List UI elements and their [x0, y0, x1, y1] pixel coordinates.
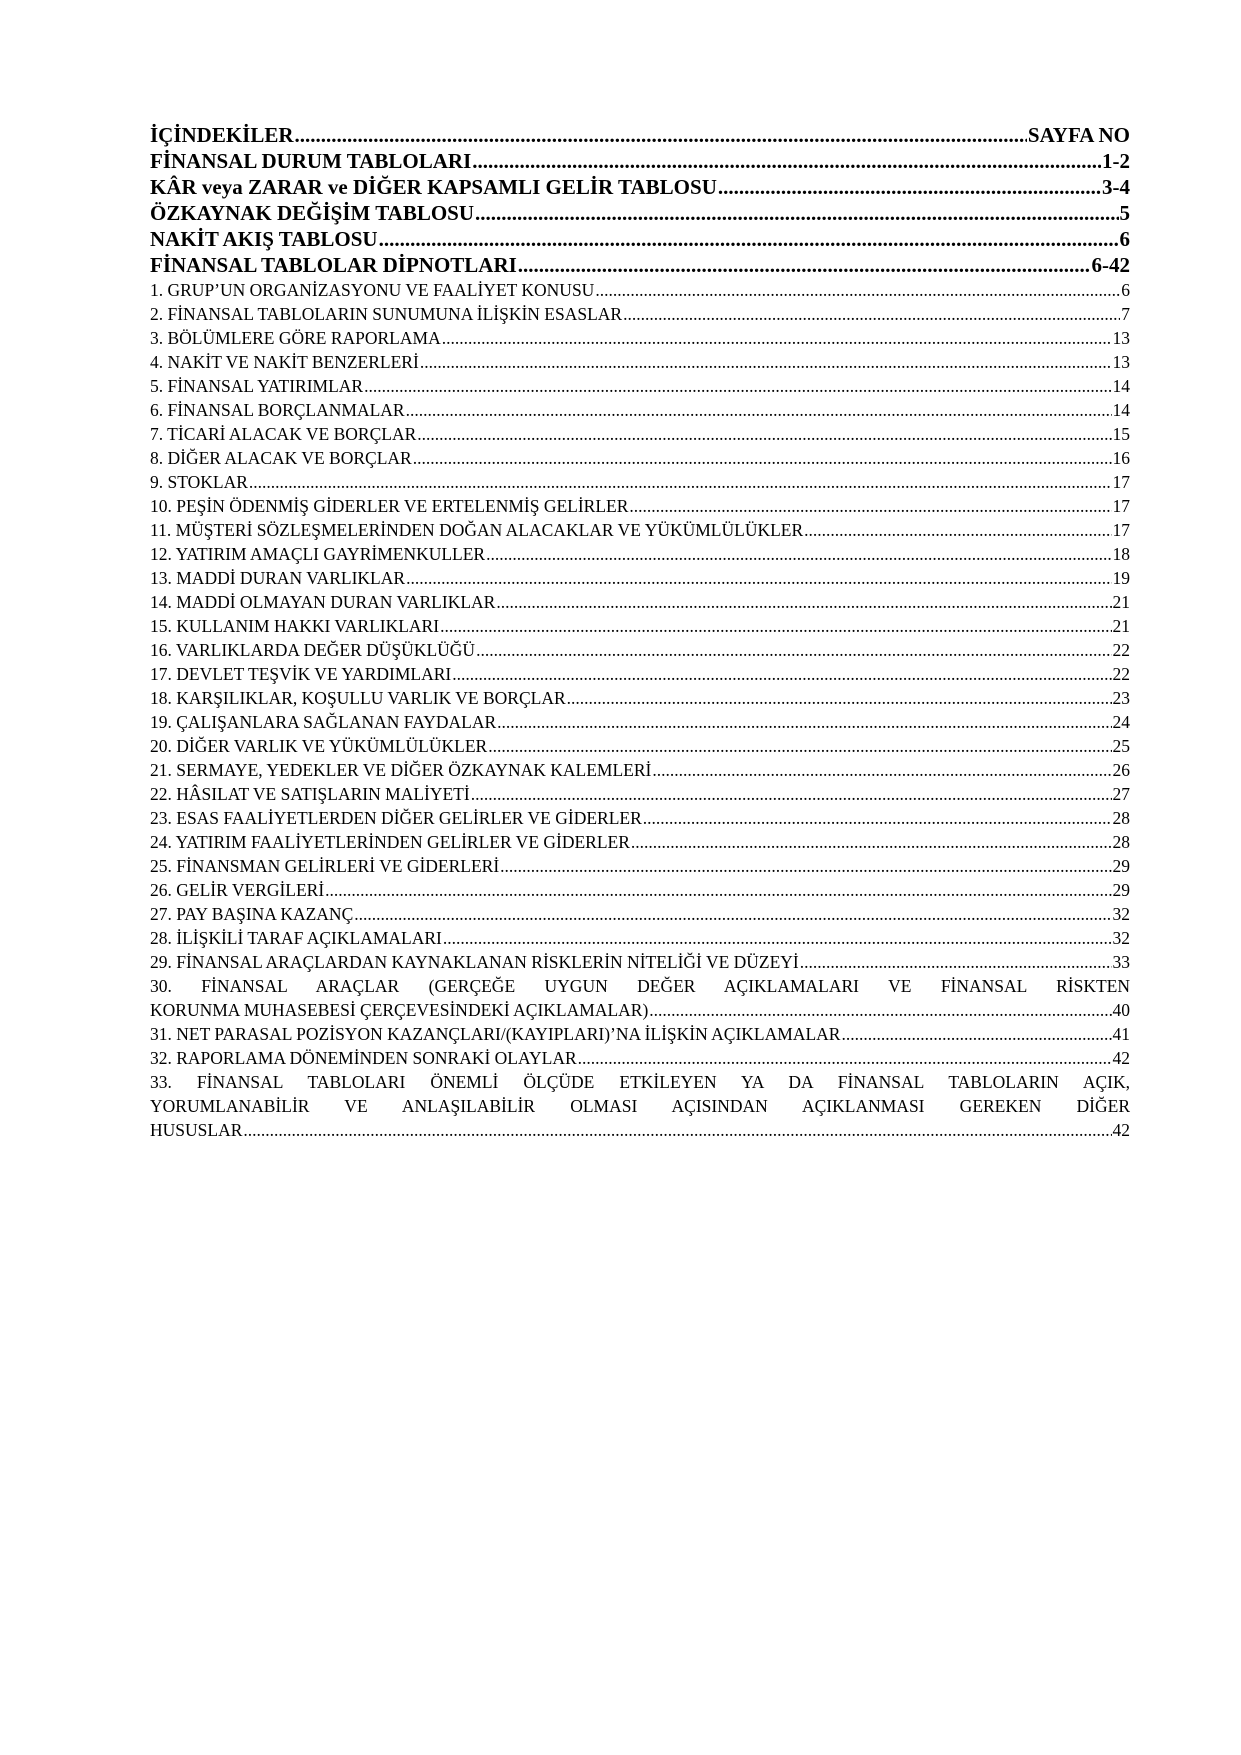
dot-leader [364, 374, 1111, 398]
toc-item-page: 27 [1112, 784, 1130, 804]
toc-heading-page: 5 [1119, 201, 1130, 225]
dot-leader [420, 350, 1112, 374]
toc-item-label: YORUMLANABİLİR VE ANLAŞILABİLİR OLMASI AÇISINDAN AÇIKLANMASI GEREKEN DİĞER [150, 1096, 1130, 1116]
toc-heading-equity-changes [150, 200, 1130, 226]
toc-item-30 [150, 974, 1130, 1022]
toc-item [150, 902, 1130, 926]
dot-leader [649, 998, 1111, 1022]
toc-item-label: 22. HÂSILAT VE SATIŞLARIN MALİYETİ [150, 784, 470, 804]
toc-item-page: 32 [1112, 928, 1130, 948]
toc-item-page: 19 [1112, 568, 1130, 588]
toc-item-page: 15 [1112, 424, 1130, 444]
toc-item-page: 6 [1121, 280, 1130, 300]
toc-heading-footnotes [150, 252, 1130, 278]
dot-leader [497, 710, 1111, 734]
toc-item-page: 23 [1112, 688, 1130, 708]
toc-item-label: 31. NET PARASAL POZİSYON KAZANÇLARI/(KAYIPLARI)’NA İLİŞKİN AÇIKLAMALAR [150, 1024, 841, 1044]
toc-item-label: 1. GRUP’UN ORGANİZASYONU VE FAALİYET KONUSU [150, 280, 595, 300]
dot-leader [500, 854, 1111, 878]
toc-heading-page: 6 [1119, 227, 1130, 251]
toc-item-page: 21 [1112, 616, 1130, 636]
toc-item [150, 374, 1130, 398]
toc-item [150, 782, 1130, 806]
dot-leader [595, 278, 1120, 302]
toc-item [150, 302, 1130, 326]
dot-leader [518, 252, 1091, 278]
dot-leader [413, 446, 1112, 470]
toc-item-label: 21. SERMAYE, YEDEKLER VE DİĞER ÖZKAYNAK KALEMLERİ [150, 760, 652, 780]
toc-item-page: 14 [1112, 400, 1130, 420]
toc-item [150, 590, 1130, 614]
dot-leader [718, 174, 1101, 200]
toc-item-page: 22 [1112, 640, 1130, 660]
toc-heading-page: 1-2 [1102, 149, 1130, 173]
toc-item-label: 14. MADDİ OLMAYAN DURAN VARLIKLAR [150, 592, 496, 612]
dot-leader [249, 470, 1112, 494]
toc-item [150, 758, 1130, 782]
toc-item [150, 446, 1130, 470]
toc-heading-page: 6-42 [1091, 253, 1130, 277]
dot-leader [442, 326, 1112, 350]
toc-item [150, 926, 1130, 950]
toc-item-label: 8. DİĞER ALACAK VE BORÇLAR [150, 448, 412, 468]
dot-leader [841, 1022, 1111, 1046]
toc-item-label: 11. MÜŞTERİ SÖZLEŞMELERİNDEN DOĞAN ALACAKLAR VE YÜKÜMLÜLÜKLER [150, 520, 804, 540]
toc-item-label: 9. STOKLAR [150, 472, 248, 492]
toc-item-label: 20. DİĞER VARLIK VE YÜKÜMLÜLÜKLER [150, 736, 488, 756]
toc-item-page: 17 [1112, 520, 1130, 540]
toc-item-page: 17 [1112, 496, 1130, 516]
toc-heading-page: 3-4 [1102, 175, 1130, 199]
toc-item-page: 42 [1112, 1120, 1130, 1140]
dot-leader [243, 1118, 1111, 1142]
dot-leader [452, 662, 1111, 686]
toc-item [150, 614, 1130, 638]
toc-item-label: 12. YATIRIM AMAÇLI GAYRİMENKULLER [150, 544, 486, 564]
dot-leader [496, 590, 1111, 614]
dot-leader [800, 950, 1112, 974]
toc-item-page: 24 [1112, 712, 1130, 732]
toc-item-label: 26. GELİR VERGİLERİ [150, 880, 325, 900]
toc-item-label: 29. FİNANSAL ARAÇLARDAN KAYNAKLANAN RİSKLERİN NİTELİĞİ VE DÜZEYİ [150, 952, 799, 972]
toc-item [150, 518, 1130, 542]
toc-item-label: 19. ÇALIŞANLARA SAĞLANAN FAYDALAR [150, 712, 497, 732]
dot-leader [471, 782, 1112, 806]
dot-leader [295, 122, 1027, 148]
toc-item [150, 710, 1130, 734]
table-of-contents [150, 122, 1130, 1142]
dot-leader [406, 566, 1111, 590]
toc-item-label: 2. FİNANSAL TABLOLARIN SUNUMUNA İLİŞKİN ESASLAR [150, 304, 623, 324]
toc-item [150, 734, 1130, 758]
toc-item-label: 33. FİNANSAL TABLOLARI ÖNEMLİ ÖLÇÜDE ETKİLEYEN YA DA FİNANSAL TABLOLARIN AÇIK, [150, 1072, 1130, 1092]
toc-item-label: 27. PAY BAŞINA KAZANÇ [150, 904, 354, 924]
toc-item-label: 24. YATIRIM FAALİYETLERİNDEN GELİRLER VE GİDERLER [150, 832, 630, 852]
toc-item [150, 326, 1130, 350]
toc-item-page: 22 [1112, 664, 1130, 684]
dot-leader [631, 830, 1112, 854]
dot-leader [379, 226, 1119, 252]
toc-heading-financial-position [150, 148, 1130, 174]
dot-leader [472, 148, 1101, 174]
toc-item-label: 28. İLİŞKİLİ TARAF AÇIKLAMALARI [150, 928, 442, 948]
dot-leader [476, 638, 1111, 662]
toc-item [150, 278, 1130, 302]
toc-item-page: 16 [1112, 448, 1130, 468]
toc-item-label: 18. KARŞILIKLAR, KOŞULLU VARLIK VE BORÇLAR [150, 688, 566, 708]
toc-heading-label: ÖZKAYNAK DEĞİŞİM TABLOSU [150, 201, 475, 225]
toc-item-label: 25. FİNANSMAN GELİRLERİ VE GİDERLERİ [150, 856, 500, 876]
toc-item [150, 566, 1130, 590]
toc-item-label: 17. DEVLET TEŞVİK VE YARDIMLARI [150, 664, 452, 684]
toc-item-page: 28 [1112, 808, 1130, 828]
dot-leader [652, 758, 1111, 782]
toc-item-page: 41 [1112, 1024, 1130, 1044]
toc-item [150, 686, 1130, 710]
dot-leader [488, 734, 1111, 758]
toc-heading-page: SAYFA NO [1027, 123, 1130, 147]
dot-leader [643, 806, 1112, 830]
dot-leader [325, 878, 1111, 902]
toc-item-page: 29 [1112, 856, 1130, 876]
dot-leader [406, 398, 1112, 422]
dot-leader [417, 422, 1111, 446]
toc-heading-label: FİNANSAL TABLOLAR DİPNOTLARI [150, 253, 517, 277]
toc-item-page: 28 [1112, 832, 1130, 852]
toc-heading-label: FİNANSAL DURUM TABLOLARI [150, 149, 472, 173]
toc-item [150, 542, 1130, 566]
toc-item-page: 7 [1121, 304, 1130, 324]
toc-heading-label: NAKİT AKIŞ TABLOSU [150, 227, 378, 251]
dot-leader [443, 926, 1112, 950]
toc-item-page: 29 [1112, 880, 1130, 900]
dot-leader [567, 686, 1112, 710]
toc-item-label: 3. BÖLÜMLERE GÖRE RAPORLAMA [150, 328, 441, 348]
toc-item [150, 422, 1130, 446]
toc-item-33 [150, 1070, 1130, 1142]
dot-leader [475, 200, 1118, 226]
toc-item-page: 14 [1112, 376, 1130, 396]
toc-item-page: 32 [1112, 904, 1130, 924]
toc-item-page: 40 [1112, 1000, 1130, 1020]
toc-item-label: KORUNMA MUHASEBESİ ÇERÇEVESİNDEKİ AÇIKLAMALAR) [150, 1000, 649, 1020]
toc-item [150, 470, 1130, 494]
toc-item-label: 23. ESAS FAALİYETLERDEN DİĞER GELİRLER VE GİDERLER [150, 808, 642, 828]
toc-heading-cash-flow [150, 226, 1130, 252]
toc-item [150, 1046, 1130, 1070]
toc-item [150, 638, 1130, 662]
toc-item-page: 42 [1112, 1048, 1130, 1068]
toc-item [150, 398, 1130, 422]
dot-leader [440, 614, 1111, 638]
toc-item-label: 6. FİNANSAL BORÇLANMALAR [150, 400, 405, 420]
toc-item-page: 18 [1112, 544, 1130, 564]
toc-item [150, 662, 1130, 686]
toc-item-page: 25 [1112, 736, 1130, 756]
toc-item [150, 806, 1130, 830]
toc-item-page: 21 [1112, 592, 1130, 612]
dot-leader [623, 302, 1120, 326]
toc-item-label: 5. FİNANSAL YATIRIMLAR [150, 376, 364, 396]
toc-heading-label: İÇİNDEKİLER [150, 123, 294, 147]
toc-item-label: HUSUSLAR [150, 1120, 243, 1140]
toc-item [150, 350, 1130, 374]
toc-heading-label: KÂR veya ZARAR ve DİĞER KAPSAMLI GELİR TABLOSU [150, 175, 717, 199]
toc-item [150, 830, 1130, 854]
toc-item-label: 10. PEŞİN ÖDENMİŞ GİDERLER VE ERTELENMİŞ GELİRLER [150, 496, 629, 516]
toc-item-page: 26 [1112, 760, 1130, 780]
toc-item [150, 494, 1130, 518]
toc-item-page: 13 [1112, 352, 1130, 372]
dot-leader [354, 902, 1111, 926]
dot-leader [578, 1046, 1112, 1070]
toc-item-label: 16. VARLIKLARDA DEĞER DÜŞÜKLÜĞÜ [150, 640, 476, 660]
dot-leader [629, 494, 1111, 518]
toc-item-page: 17 [1112, 472, 1130, 492]
toc-item [150, 950, 1130, 974]
toc-item-label: 15. KULLANIM HAKKI VARLIKLARI [150, 616, 440, 636]
dot-leader [804, 518, 1111, 542]
toc-item-label: 30. FİNANSAL ARAÇLAR (GERÇEĞE UYGUN DEĞER AÇIKLAMALARI VE FİNANSAL RİSKTEN [150, 976, 1130, 996]
toc-heading-profit-loss [150, 174, 1130, 200]
toc-item-page: 13 [1112, 328, 1130, 348]
toc-item-label: 32. RAPORLAMA DÖNEMİNDEN SONRAKİ OLAYLAR [150, 1048, 577, 1068]
dot-leader [486, 542, 1111, 566]
toc-item [150, 1022, 1130, 1046]
toc-item-page: 33 [1112, 952, 1130, 972]
toc-heading-contents [150, 122, 1130, 148]
toc-item-label: 7. TİCARİ ALACAK VE BORÇLAR [150, 424, 417, 444]
toc-item [150, 854, 1130, 878]
toc-item-label: 13. MADDİ DURAN VARLIKLAR [150, 568, 406, 588]
toc-item [150, 878, 1130, 902]
toc-item-label: 4. NAKİT VE NAKİT BENZERLERİ [150, 352, 419, 372]
